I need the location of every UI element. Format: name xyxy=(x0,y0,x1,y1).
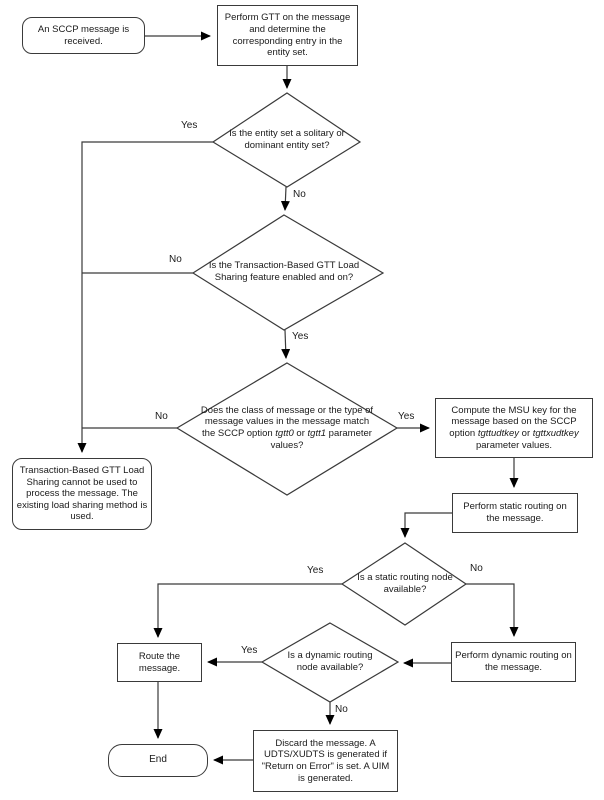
edge-label-entity-no: No xyxy=(293,189,306,200)
edge-label-static-no: No xyxy=(470,563,483,574)
dynamic-routing-label: Perform dynamic routing on the message. xyxy=(455,650,572,673)
discard-message-label: Discard the message. A UDTS/XUDTS is generated if "Return on Error" is set. A UIM is generated. xyxy=(261,737,390,784)
static-routing-decision-text: Is a static routing node available? xyxy=(357,572,453,595)
edge-label-match-yes: Yes xyxy=(398,411,415,422)
edge-label-entity-yes: Yes xyxy=(181,120,198,131)
start-node-label: An SCCP message is received. xyxy=(37,23,130,47)
perform-gtt-label: Perform GTT on the message and determine the corresponding entry in the entity set. xyxy=(224,12,351,59)
connector-tbgtt-yes-to-match xyxy=(285,330,286,358)
static-routing-label: Perform static routing on the message. xyxy=(463,501,567,524)
connector-entity-yes-rail-to-fallback xyxy=(82,142,213,452)
dynamic-routing-decision-diamond xyxy=(262,623,398,702)
connector-static-yes-to-route xyxy=(158,584,342,637)
entity-set-decision-diamond xyxy=(213,93,360,187)
connector-entity-no-to-tbgtt xyxy=(285,187,286,210)
edge-label-match-no: No xyxy=(155,411,168,422)
edge-label-tbgtt-no: No xyxy=(169,254,182,265)
discard-message-node xyxy=(253,730,398,792)
load-sharing-fallback-node xyxy=(12,458,152,530)
static-routing-decision-diamond xyxy=(342,543,466,625)
entity-set-decision-text: Is the entity set a solitary or dominant entity set? xyxy=(229,128,345,151)
dynamic-routing-decision-text: Is a dynamic routing node available? xyxy=(287,650,373,673)
edge-label-dynamic-yes: Yes xyxy=(241,645,258,656)
route-message-node xyxy=(117,643,202,682)
compute-msu-key-node xyxy=(435,398,593,458)
end-terminator xyxy=(108,744,208,777)
perform-gtt-node xyxy=(217,5,358,66)
compute-msu-key-label: Compute the MSU key for the message based on the SCCP option tgttudtkey or tgttxudtkey parameter values. xyxy=(449,404,579,451)
end-label: End xyxy=(149,754,167,766)
tbgtt-enabled-decision-diamond xyxy=(193,215,383,330)
connector-static-no-to-dynamic xyxy=(466,584,514,636)
load-sharing-fallback-label: Transaction-Based GTT Load Sharing cannot be used to process the message. The existing load sharing method is used. xyxy=(16,465,148,523)
route-message-label: Route the message. xyxy=(138,650,181,674)
edge-label-tbgtt-yes: Yes xyxy=(292,331,309,342)
connector-static-to-static-decision xyxy=(405,513,452,537)
start-node xyxy=(22,17,145,54)
dynamic-routing-node xyxy=(451,642,576,682)
static-routing-node xyxy=(452,493,578,533)
edge-label-static-yes: Yes xyxy=(307,565,324,576)
message-match-decision-text: Does the class of message or the type of message values in the message match the SCCP option tgtt0 or tgtt1 parameter values? xyxy=(200,404,374,451)
tbgtt-enabled-decision-text: Is the Transaction-Based GTT Load Sharing feature enabled and on? xyxy=(208,260,360,283)
edge-label-dynamic-no: No xyxy=(335,704,348,715)
message-match-decision-diamond xyxy=(177,363,397,495)
